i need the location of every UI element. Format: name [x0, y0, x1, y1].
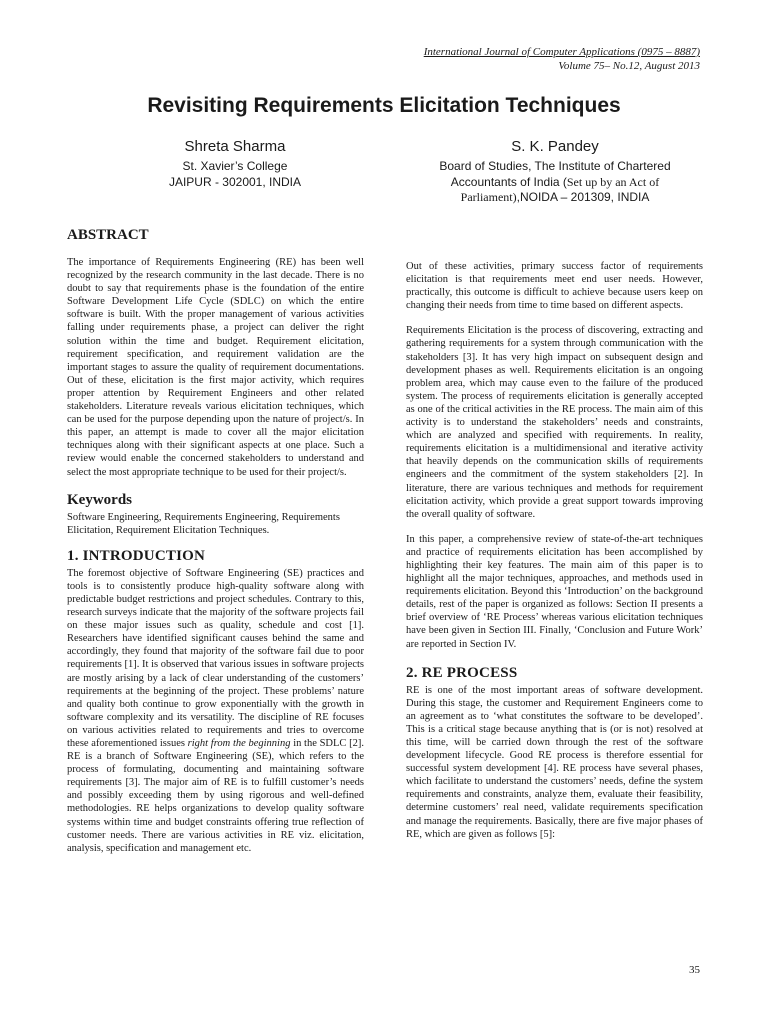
author-name: S. K. Pandey: [511, 138, 599, 155]
page-number: 35: [689, 964, 700, 976]
journal-header: [424, 45, 700, 73]
paper-title: Revisiting Requirements Elicitation Techniques: [147, 94, 621, 117]
re-process-paragraph: RE is one of the most important areas of software development. During this stage, the customer and Requirement Engineers come to an agreement as to ‘what constitutes the software to be developed’. This is a critical stage because anything that is (or is not) resolved at this time, will be carried down through the rest of the software development lifecycle. Good RE process is therefore essential for successful system development [4]. RE process have several phases, which facilitate to understand the customers’ needs, define the system requirements and constraints, analyze them, evaluate their feasibility, determine customers’ real need, validate requirements specification and manage the requirements. Basically, there are five major phases of RE, which are given as follows [5]:: [406, 684, 703, 840]
intro-italic: right from the beginning: [187, 738, 291, 749]
affiliation-note: Set up by an Act of: [566, 174, 660, 189]
affiliation-note-end: Parliament): [460, 190, 517, 204]
abstract-heading: ABSTRACT: [67, 227, 149, 243]
affiliation-text: Accountants of India (: [450, 174, 567, 189]
left-column: [67, 226, 364, 855]
author-address: JAIPUR - 302001, INDIA: [168, 174, 302, 189]
intro-paragraph-3: Requirements Elicitation is the process of discovering, extracting and gathering requirements for a system through communication with the stakeholders [3]. It has very high impact on subsequent design and development phases as well. Requirements elicitation is an ongoing problem area, which may cause even to the failure of the produced system. The process of requirements elicitation is generally accepted as one of the critical activities in the RE process. The main aim of this activity is to understand the stakeholders’ needs and constraints, which are analyzed and specified with requirements. In reality, requirements elicitation is a multidimensional and iterative activity that heavily depends on the communication skills of requirements engineers and the commitment of the system stakeholders [2]. In literature, there are various techniques and methods for requirement elicitation activity, which provide a great support towards improving the overall quality of software.: [406, 325, 703, 520]
author-affiliation: St. Xavier’s College: [182, 159, 288, 173]
author-name: Shreta Sharma: [184, 138, 286, 155]
intro-paragraph-2: Out of these activities, primary success factor of requirements elicitation is that requirements meet end user needs. However, practically, this outcome is difficult to achieve because users keep on changing their needs from time to time based on different aspects.: [406, 261, 703, 312]
author-block-1: [120, 137, 350, 190]
introduction-paragraph: [67, 567, 364, 855]
re-process-heading: 2. RE PROCESS: [406, 664, 518, 681]
right-column: [406, 260, 703, 841]
intro-text-a: The foremost objective of Software Engineering (SE) practices and tools is to consistently produce high-quality software along with predictable budget restrictions and project schedules. Contrary to this, research surveys indicate that the majority of the software projects fail on these major issues such as quality, schedule and cost [1]. Researchers have identified significant causes behind the same and accordingly, they found that majority of the software fail due to poor requirements [1]. It is observed that various issues in software projects are mostly arising by a lack of clear understanding of the customers’ requirements at the beginning of the project. These problems’ nature and quality both continue to grow exponentially with the growth in software complexity and its versatility. The discipline of RE focuses on various activities related to requirements and tries to overcome these aforementioned issues: [67, 567, 364, 749]
keywords-heading: Keywords: [67, 491, 132, 508]
author-address: [400, 190, 710, 206]
author-affiliation: Board of Studies, The Institute of Chartered: [439, 159, 671, 173]
keywords-text: Software Engineering, Requirements Engineering, Requirements Elicitation, Requirement Elicitation Techniques.: [67, 511, 340, 536]
journal-volume: Volume 75– No.12, August 2013: [558, 60, 700, 72]
abstract-text: The importance of Requirements Engineering (RE) has been well recognized by the research community in the last decade. There is no doubt to say that requirements phase is the foundation of the entire Software Development Life Cycle (SDLC) on which the entire software is built. With the proper management of various activities falling under requirements phase, a project can deliver the right solution within the time and budget. Requirement elicitation, requirement specification, and requirement validation are the important stages to assure the quality of requirement documentations. Out of these, elicitation is the first major activity, which requires proper attention by Requirement Engineers and other related stakeholders. Literature reveals various elicitation techniques, which can be used for the purpose depending upon the nature of project/s. In this paper, an attempt is made to cover all the major elicitation techniques along with their significant aspects at one place. Such a review would enable the concerned stakeholders to understand and select the most appropriate technique to be used for their project/s.: [67, 257, 364, 478]
journal-name: International Journal of Computer Applications (0975 – 8887): [423, 46, 700, 58]
author-affiliation-line2: [400, 175, 710, 191]
intro-paragraph-4: In this paper, a comprehensive review of state-of-the-art techniques and practice of requirements elicitation has been accomplished by highlighting their key features. The main aim of this paper is to highlight all the major techniques, approaches, and methods used in requirements elicitation. Beyond this ‘Introduction’ on the background details, rest of the paper is organized as follows: Section II presents a brief overview of ‘RE Process’ whereas various elicitation techniques have been given in Section III. Finally, ‘Conclusion and Future Work’ are reported in Section IV.: [406, 533, 703, 650]
intro-text-b: in the SDLC [2]. RE is a branch of Software Engineering (SE), which refers to the process of formulating, documenting and maintaining software requirements [3]. The major aim of RE is to fulfill customer’s needs and possibly exceeding them by using rigorous and well-defined methodologies. RE helps organizations to develop quality software systems within time and budget constraints offering true reflection of customer needs. There are various activities in RE viz. elicitation, analysis, specification and management etc.: [67, 738, 365, 854]
introduction-heading: 1. INTRODUCTION: [67, 547, 206, 564]
address-text: ,NOIDA – 201309, INDIA: [516, 190, 650, 204]
author-block-2: [400, 137, 710, 206]
